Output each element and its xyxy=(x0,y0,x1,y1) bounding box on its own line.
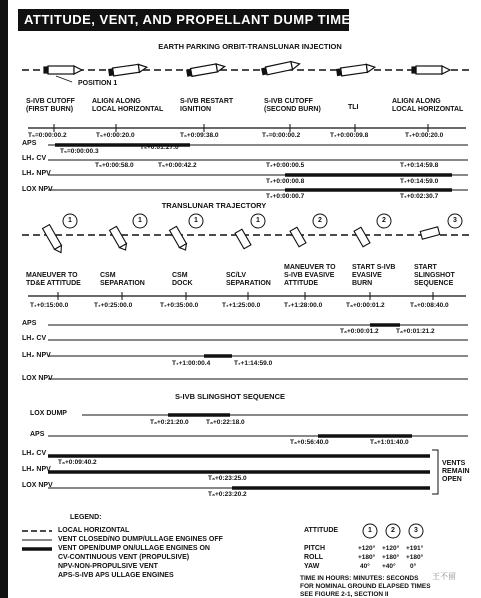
legend-item-6: APS-S-IVB APS ULLAGE ENGINES xyxy=(58,572,174,579)
s3-row-lh2cv: LH₂ CV xyxy=(22,450,47,457)
s1-bar-time-7: T₇+0:00:00.8 xyxy=(266,178,305,185)
s1-bar-time-5: T₇+0:00:00.5 xyxy=(266,162,305,169)
attitude-row-pitch: PITCH xyxy=(304,545,325,552)
roll-3: +180° xyxy=(406,554,424,561)
s2-time-5: T₇+1:28:00.0 xyxy=(284,302,323,309)
vehicle-icons-s2 xyxy=(43,225,440,255)
s2-time-4: T₇+1:25:00.0 xyxy=(222,302,261,309)
legend-title: LEGEND: xyxy=(70,514,102,521)
s3-bar-time-1: T₈+0:21:20.0 xyxy=(150,419,189,426)
s1-bar-time-6: T₇+0:14:59.8 xyxy=(400,162,439,169)
yaw-1: 40° xyxy=(360,563,370,570)
s1-event-2: ALIGN ALONG LOCAL HORIZONTAL xyxy=(92,98,164,113)
attitude-num-6: 2 xyxy=(382,217,386,224)
footnote-1: TIME IN HOURS: MINUTES: SECONDS xyxy=(300,575,419,582)
s1-event-6: ALIGN ALONG LOCAL HORIZONTAL xyxy=(392,98,464,113)
s1-bar-time-4: T₅+0:00:42.2 xyxy=(158,162,197,169)
s2-time-1: T₇+0:15:00.0 xyxy=(30,302,69,309)
s2-event-6: START S-IVB EVASIVE BURN xyxy=(352,264,396,287)
s2-event-2: CSM SEPARATION xyxy=(100,272,145,287)
s2-row-lh2cv: LH₂ CV xyxy=(22,335,47,342)
s2-bar-time-3: T₇+1:00:00.4 xyxy=(172,360,211,367)
vehicle-icons-s1 xyxy=(44,60,450,77)
legend-item-2: VENT CLOSED/NO DUMP/ULLAGE ENGINES OFF xyxy=(58,536,223,543)
pitch-1: +120° xyxy=(358,545,376,552)
s2-time-6: T₈+0:00:01.2 xyxy=(346,302,385,309)
s1-time-3: T₆+0:09:38.0 xyxy=(180,132,219,139)
s2-row-loxnpv: LOX NPV xyxy=(22,375,53,382)
footnote-3: SEE FIGURE 2-1, SECTION II xyxy=(300,591,389,598)
s1-event-5: TLI xyxy=(348,104,359,111)
attitude-num-1: 1 xyxy=(68,217,72,224)
s2-event-5: MANEUVER TO S-IVB EVASIVE ATTITUDE xyxy=(284,264,336,287)
attitude-table-header: ATTITUDE xyxy=(304,527,339,534)
s3-header: S-IVB SLINGSHOT SEQUENCE xyxy=(174,392,286,401)
attitude-num-5: 2 xyxy=(318,217,322,224)
s1-bar-time-3: T₅+0:00:58.0 xyxy=(95,162,134,169)
s2-time-3: T₇+0:35:00.0 xyxy=(160,302,199,309)
legend-item-4: CV-CONTINUOUS VENT (PROPULSIVE) xyxy=(58,554,190,561)
position-label: POSITION 1 xyxy=(78,80,118,87)
attitude-num-2: 1 xyxy=(138,217,142,224)
yaw-2: +40° xyxy=(382,563,396,570)
s3-rows xyxy=(48,415,468,494)
roll-2: +180° xyxy=(382,554,400,561)
s1-bar-time-10: T₇+0:02:30.7 xyxy=(400,193,439,200)
attitude-num-3: 1 xyxy=(194,217,198,224)
pitch-2: +120° xyxy=(382,545,400,552)
s1-bar-time-8: T₇+0:14:59.0 xyxy=(400,178,439,185)
s3-bar-time-2: T₈+0:22:18.0 xyxy=(206,419,245,426)
s1-time-5: T₇+0:00:09.8 xyxy=(330,132,369,139)
s2-event-1: MANEUVER TO TD&E ATTITUDE xyxy=(26,272,81,287)
s2-event-7: START SLINGSHOT SEQUENCE xyxy=(414,264,455,287)
s2-header: TRANSLUNAR TRAJECTORY xyxy=(161,201,267,210)
s1-event-4: S-IVB CUTOFF (SECOND BURN) xyxy=(264,98,321,113)
s1-header: EARTH PARKING ORBIT-TRANSLUNAR INJECTION xyxy=(158,42,342,51)
s3-row-lh2npv: LH₂ NPV xyxy=(22,466,51,473)
s2-time-2: T₇+0:25:00.0 xyxy=(94,302,133,309)
legend-samples xyxy=(22,531,52,549)
attitude-num-4: 1 xyxy=(256,217,260,224)
pitch-3: +191° xyxy=(406,545,424,552)
roll-1: +180° xyxy=(358,554,376,561)
page-title: ATTITUDE, VENT, AND PROPELLANT DUMP TIMELINES xyxy=(18,9,349,31)
legend-item-3: VENT OPEN/DUMP ON/ULLAGE ENGINES ON xyxy=(58,545,210,552)
legend-item-1: LOCAL HORIZONTAL xyxy=(58,527,130,534)
s3-bar-time-4: T₈+1:01:40.0 xyxy=(370,439,409,446)
attitude-col-2: 2 xyxy=(391,527,395,534)
s1-event-3: S-IVB RESTART IGNITION xyxy=(180,98,234,113)
s2-row-lh2npv: LH₂ NPV xyxy=(22,352,51,359)
s3-bar-time-7: T₈+0:23:20.2 xyxy=(208,491,247,498)
s2-bar-time-4: T₇+1:14:59.0 xyxy=(234,360,273,367)
s1-time-6: T₇+0:00:20.0 xyxy=(405,132,444,139)
s3-row-loxnpv: LOX NPV xyxy=(22,482,53,489)
footnote-2: FOR NOMINAL GROUND ELAPSED TIMES xyxy=(300,583,431,590)
s2-time-7: T₈+0:08:40.0 xyxy=(410,302,449,309)
attitude-col-3: 3 xyxy=(414,527,418,534)
s1-time-1: T₅=0:00:00.2 xyxy=(28,132,67,139)
s1-event-1: S-IVB CUTOFF (FIRST BURN) xyxy=(26,98,75,113)
attitude-col-1: 1 xyxy=(368,527,372,534)
vents-remain-open-note: VENTS REMAIN OPEN xyxy=(442,460,470,483)
s2-bar-time-1: T₈+0:00:01.2 xyxy=(340,328,379,335)
s3-row-loxdump: LOX DUMP xyxy=(30,410,67,417)
s2-event-3: CSM DOCK xyxy=(172,272,193,287)
yaw-3: 0° xyxy=(410,563,417,570)
s3-bar-time-3: T₈+0:56:40.0 xyxy=(290,439,329,446)
s3-row-aps: APS xyxy=(30,431,45,438)
attitude-num-7: 3 xyxy=(453,217,457,224)
s2-event-4: SC/LV SEPARATION xyxy=(226,272,271,287)
s3-bar-time-5: T₈+0:09:40.2 xyxy=(58,459,97,466)
s2-bar-time-2: T₈+0:01:21.2 xyxy=(396,328,435,335)
s1-row-lh2npv: LH₂ NPV xyxy=(22,170,51,177)
s2-row-aps: APS xyxy=(22,320,37,327)
s1-time-4: T₇=0:00:00.2 xyxy=(262,132,301,139)
s3-bar-time-6: T₈+0:23:25.0 xyxy=(208,475,247,482)
watermark: 王不留 xyxy=(432,572,456,581)
legend-item-5: NPV-NON-PROPULSIVE VENT xyxy=(58,563,158,570)
attitude-row-roll: ROLL xyxy=(304,554,324,561)
s1-row-lh2cv: LH₂ CV xyxy=(22,155,47,162)
s1-bar-time-2: T₅+0:01:27.0 xyxy=(140,144,179,151)
s1-row-aps: APS xyxy=(22,140,37,147)
attitude-row-yaw: YAW xyxy=(304,563,320,570)
attitude-number-circles xyxy=(63,214,462,228)
s1-bar-time-9: T₇+0:00:00.7 xyxy=(266,193,305,200)
s1-time-2: T₅+0:00:20.0 xyxy=(96,132,135,139)
s1-row-loxnpv: LOX NPV xyxy=(22,186,53,193)
s1-bar-time-1: T₅=0:00:00.3 xyxy=(60,148,99,155)
